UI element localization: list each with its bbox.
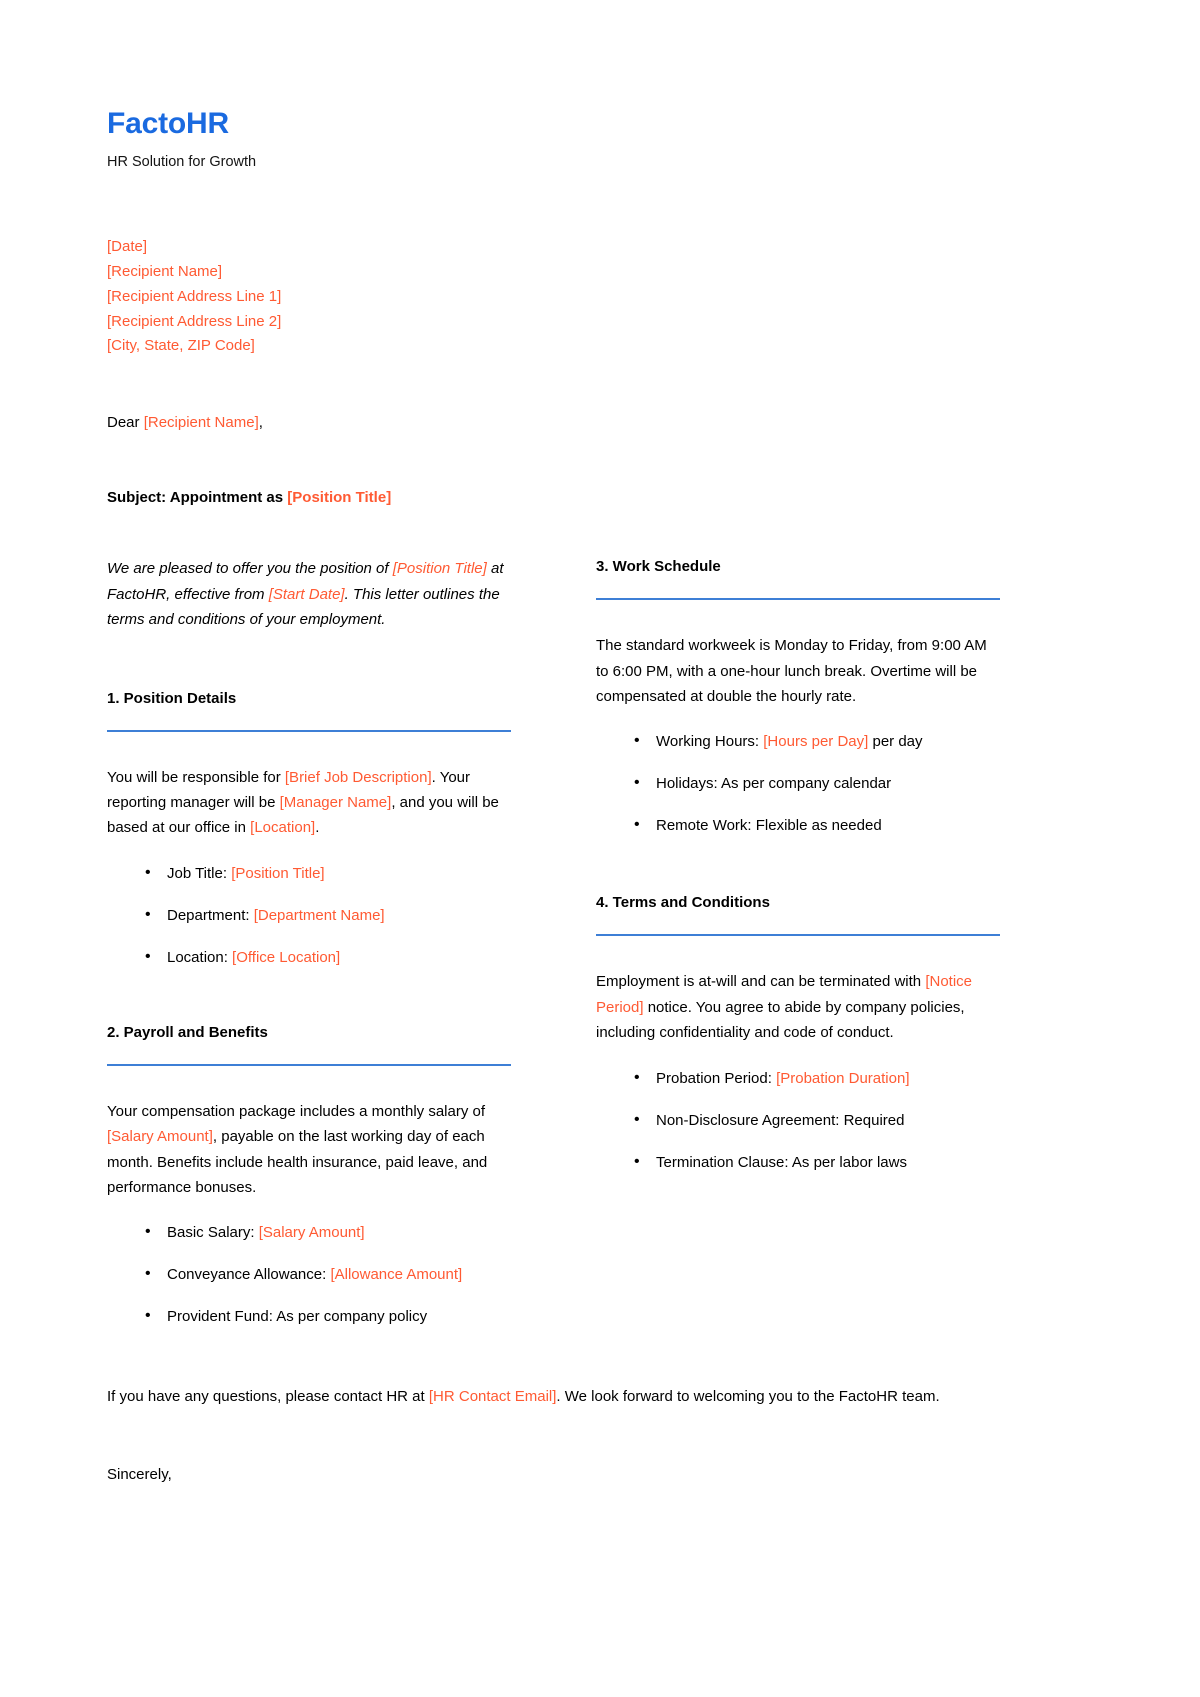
bullet-label: Provident Fund: As per company policy xyxy=(167,1308,428,1326)
bullet-value-placeholder: [Hours per Day] xyxy=(763,733,869,751)
section-3-bullet-list xyxy=(596,731,1000,837)
s2-part1: Your compensation package includes a monthly salary of xyxy=(107,1102,486,1120)
bullet-label: Probation Period: xyxy=(656,1069,777,1087)
bullet-suffix: per day xyxy=(868,733,923,751)
list-item xyxy=(167,1222,511,1244)
section-1-body xyxy=(107,765,511,841)
right-column xyxy=(596,556,1000,1173)
manager-name-placeholder: [Manager Name] xyxy=(279,794,392,812)
intro-position-title-placeholder: [Position Title] xyxy=(392,560,487,578)
recipient-address-block xyxy=(107,235,1003,359)
bullet-label: Holidays: As per company calendar xyxy=(656,775,892,793)
intro-part3: . This letter outlines the terms and conditions of your employment. xyxy=(107,585,500,629)
intro-part1: We are pleased to offer you the position of xyxy=(107,560,393,578)
bullet-label: Non-Disclosure Agreement: Required xyxy=(656,1111,905,1129)
recipient-name-placeholder: [Recipient Name] xyxy=(107,262,223,280)
bullet-value-placeholder: [Probation Duration] xyxy=(776,1069,910,1087)
list-item xyxy=(167,1264,511,1286)
bullet-label: Location: xyxy=(167,948,233,966)
address-line-2-placeholder: [Recipient Address Line 2] xyxy=(107,312,282,330)
subject-label: Subject: Appointment as xyxy=(107,489,288,507)
closing-part1: If you have any questions, please contact HR at xyxy=(107,1388,429,1406)
section-4-divider xyxy=(596,934,1000,936)
salutation-greeting: Dear xyxy=(107,414,144,432)
bullet-label: Termination Clause: As per labor laws xyxy=(656,1153,907,1171)
salutation-recipient-placeholder: [Recipient Name] xyxy=(143,414,259,432)
bullet-value-placeholder: [Office Location] xyxy=(232,948,341,966)
list-item xyxy=(656,731,1000,753)
bullet-value-placeholder: [Position Title] xyxy=(231,864,325,882)
company-tagline: HR Solution for Growth xyxy=(107,154,257,171)
subject-line xyxy=(107,486,1003,510)
section-1-title: 1. Position Details xyxy=(107,689,237,707)
list-item xyxy=(656,1068,1000,1090)
letterhead xyxy=(107,106,1003,174)
section-3-body: The standard workweek is Monday to Friday, from 9:00 AM to 6:00 PM, with a one-hour lunch break. Overtime will be compensated at double the hourly rate. xyxy=(596,637,987,705)
section-2-bullet-list xyxy=(107,1222,511,1328)
s4-part2: notice. You agree to abide by company policies, including confidentiality and code of conduct. xyxy=(596,998,965,1042)
closing-part2: . We look forward to welcoming you to the FactoHR team. xyxy=(556,1388,940,1406)
section-1-divider xyxy=(107,730,511,732)
address-line-1-placeholder: [Recipient Address Line 1] xyxy=(107,287,282,305)
s1-part2: . Your reporting manager will be xyxy=(107,768,470,812)
bullet-label: Basic Salary: xyxy=(167,1224,259,1242)
s1-part4: . xyxy=(315,819,320,837)
intro-part2: at FactoHR, effective from xyxy=(107,560,504,603)
list-item xyxy=(167,863,511,885)
s4-part1: Employment is at-will and can be terminated with xyxy=(596,973,926,991)
bullet-label: Conveyance Allowance: xyxy=(167,1266,331,1284)
list-item xyxy=(656,1110,1000,1132)
notice-period-placeholder: [Notice Period] xyxy=(596,973,972,1016)
section-1-bullet-list xyxy=(107,863,511,969)
bullet-label: Working Hours: xyxy=(656,733,764,751)
salutation xyxy=(107,411,1003,435)
intro-paragraph xyxy=(107,556,511,633)
section-work-schedule xyxy=(596,556,1000,837)
hr-contact-email-placeholder: [HR Contact Email] xyxy=(428,1388,557,1406)
list-item xyxy=(167,905,511,927)
section-3-title: 3. Work Schedule xyxy=(596,558,721,576)
date-placeholder: [Date] xyxy=(107,238,148,256)
list-item xyxy=(656,1152,1000,1174)
body-columns xyxy=(107,556,1003,1328)
s1-part1: You will be responsible for xyxy=(107,768,285,786)
list-item xyxy=(167,1306,511,1328)
closing-paragraph xyxy=(107,1384,1000,1410)
s1-part3: , and you will be based at our office in xyxy=(107,794,499,837)
intro-start-date-placeholder: [Start Date] xyxy=(268,585,345,603)
bullet-value-placeholder: [Salary Amount] xyxy=(258,1224,365,1242)
section-terms-and-conditions xyxy=(596,892,1000,1173)
signoff-text: Sincerely, xyxy=(107,1465,172,1483)
bullet-value-placeholder: [Department Name] xyxy=(253,906,385,924)
city-state-zip-placeholder: [City, State, ZIP Code] xyxy=(107,337,255,355)
subject-position-title-placeholder: [Position Title] xyxy=(287,489,392,507)
section-4-bullet-list xyxy=(596,1068,1000,1174)
left-column xyxy=(107,556,511,1328)
bullet-label: Department: xyxy=(167,906,254,924)
section-payroll-and-benefits xyxy=(107,1022,511,1329)
job-description-placeholder: [Brief Job Description] xyxy=(284,768,432,786)
section-2-title: 2. Payroll and Benefits xyxy=(107,1023,268,1041)
section-position-details xyxy=(107,688,511,969)
location-placeholder: [Location] xyxy=(250,819,316,837)
section-3-divider xyxy=(596,598,1000,600)
company-logo-text: FactoHR xyxy=(107,107,229,140)
section-2-body xyxy=(107,1099,511,1201)
bullet-value-placeholder: [Allowance Amount] xyxy=(330,1266,463,1284)
section-2-divider xyxy=(107,1064,511,1066)
bullet-label: Remote Work: Flexible as needed xyxy=(656,817,882,835)
salary-amount-placeholder: [Salary Amount] xyxy=(107,1128,213,1146)
list-item xyxy=(656,815,1000,837)
section-4-body xyxy=(596,969,1000,1045)
s2-part2: , payable on the last working day of each month. Benefits include health insurance, paid leave, and performance bonuses. xyxy=(107,1128,488,1197)
bullet-label: Job Title: xyxy=(167,864,232,882)
list-item xyxy=(167,947,511,969)
salutation-punctuation: , xyxy=(258,414,263,432)
list-item xyxy=(656,773,1000,795)
section-4-title: 4. Terms and Conditions xyxy=(596,894,770,912)
